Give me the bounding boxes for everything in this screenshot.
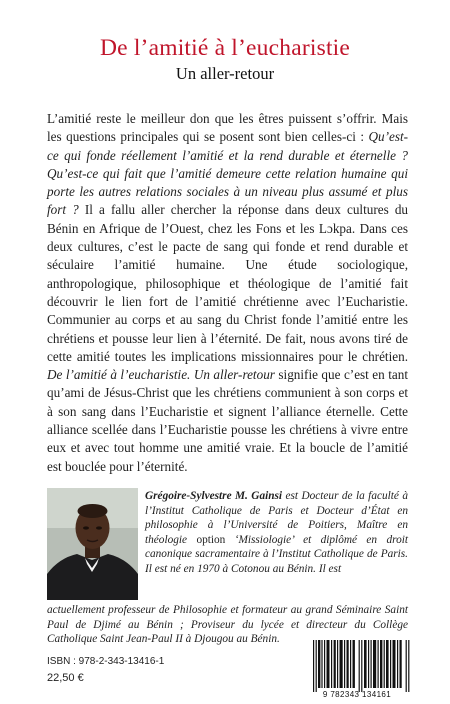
author-bio-text: est Docteur de la faculté à l’Institut Catholique de Paris et Docteur d’État en philosophie à l’Université de Poitiers, Maître en théologie	[145, 490, 408, 546]
barcode	[311, 640, 411, 692]
author-photo	[47, 488, 138, 600]
blurb-paragraph	[47, 110, 408, 476]
author-name: Grégoire-Sylvestre M. Gainsi	[145, 490, 283, 502]
price: 22,50 €	[47, 672, 84, 684]
blurb-book-reference: De l’amitié à l’eucharistie. Un aller-retour	[47, 367, 275, 383]
author-bio-text-cont: ‘Missiologie’ et diplômé en droit canonique sacramentaire à l’Institut Catholique de Paris. Il est né en 1970 à Cotonou au Bénin. Il est	[145, 533, 408, 575]
blurb-intro: L’amitié reste le meilleur don que les êtres puissent s’offrir. Mais les questions principales qui se posent sont bien celles-ci :	[47, 111, 408, 145]
book-title: De l’amitié à l’eucharistie	[99, 35, 351, 61]
blurb-text	[47, 110, 408, 476]
author-bio-tail: actuellement professeur de Philosophie et formateur au grand Séminaire Saint Paul de Djimé au Bénin ; Proviseur du lycée et directeur du Collège Catholique Saint Jean-Paul II à Djougou au Bénin.	[47, 604, 408, 646]
blurb-questions: Qu’est-ce qui fonde réellement l’amitié et la rend durable et éternelle ? Qu’est-ce qui fait que l’amitié demeure cette relation humaine qui porte les autres relations sociales à un niveau plus assumé et plus fort ?	[47, 129, 409, 218]
blurb-conclusion: signifie que c’est en tant qu’ami de Jésus-Christ que les chrétiens communient à son corps et à son sang dans l’Eucharistie et signent l’alliance éternelle. Cette alliance scellée dans l’Eucharistie pousse les chrétiens à vivre entre eux et avec tout homme une amitié vraie. Et la boucle de l’amitié est bouclée pour l’éternité.	[47, 367, 409, 474]
book-subtitle: Un aller-retour	[175, 64, 275, 83]
author-portrait-illustration	[47, 488, 138, 600]
blurb-body: Il a fallu aller chercher la réponse dans deux cultures du Bénin en Afrique de l’Ouest, chez les Fons et les Lɔkpa. Dans ces deux cultures, c’est le pacte de sang qui fonde et rend durable et séculaire l’amitié humaine. Une étude sociologique, anthropologique, philosophique et théologique de l’amitié fait découvrir le lien fort de l’amitié chrétienne avec l’Eucharistie. Communier au corps et au sang du Christ fonde l’amitié entre les chrétiens et pousse leur lien à l’éternité. De fait, nous avons tiré de cette amitié toutes les implications missionnaires pour le chrétien.	[47, 202, 409, 364]
author-bio-upright-word: option	[196, 533, 226, 546]
isbn: ISBN : 978-2-343-13416-1	[47, 656, 165, 667]
barcode-digits: 9 782343 134161	[322, 690, 392, 699]
author-bio	[145, 489, 408, 577]
